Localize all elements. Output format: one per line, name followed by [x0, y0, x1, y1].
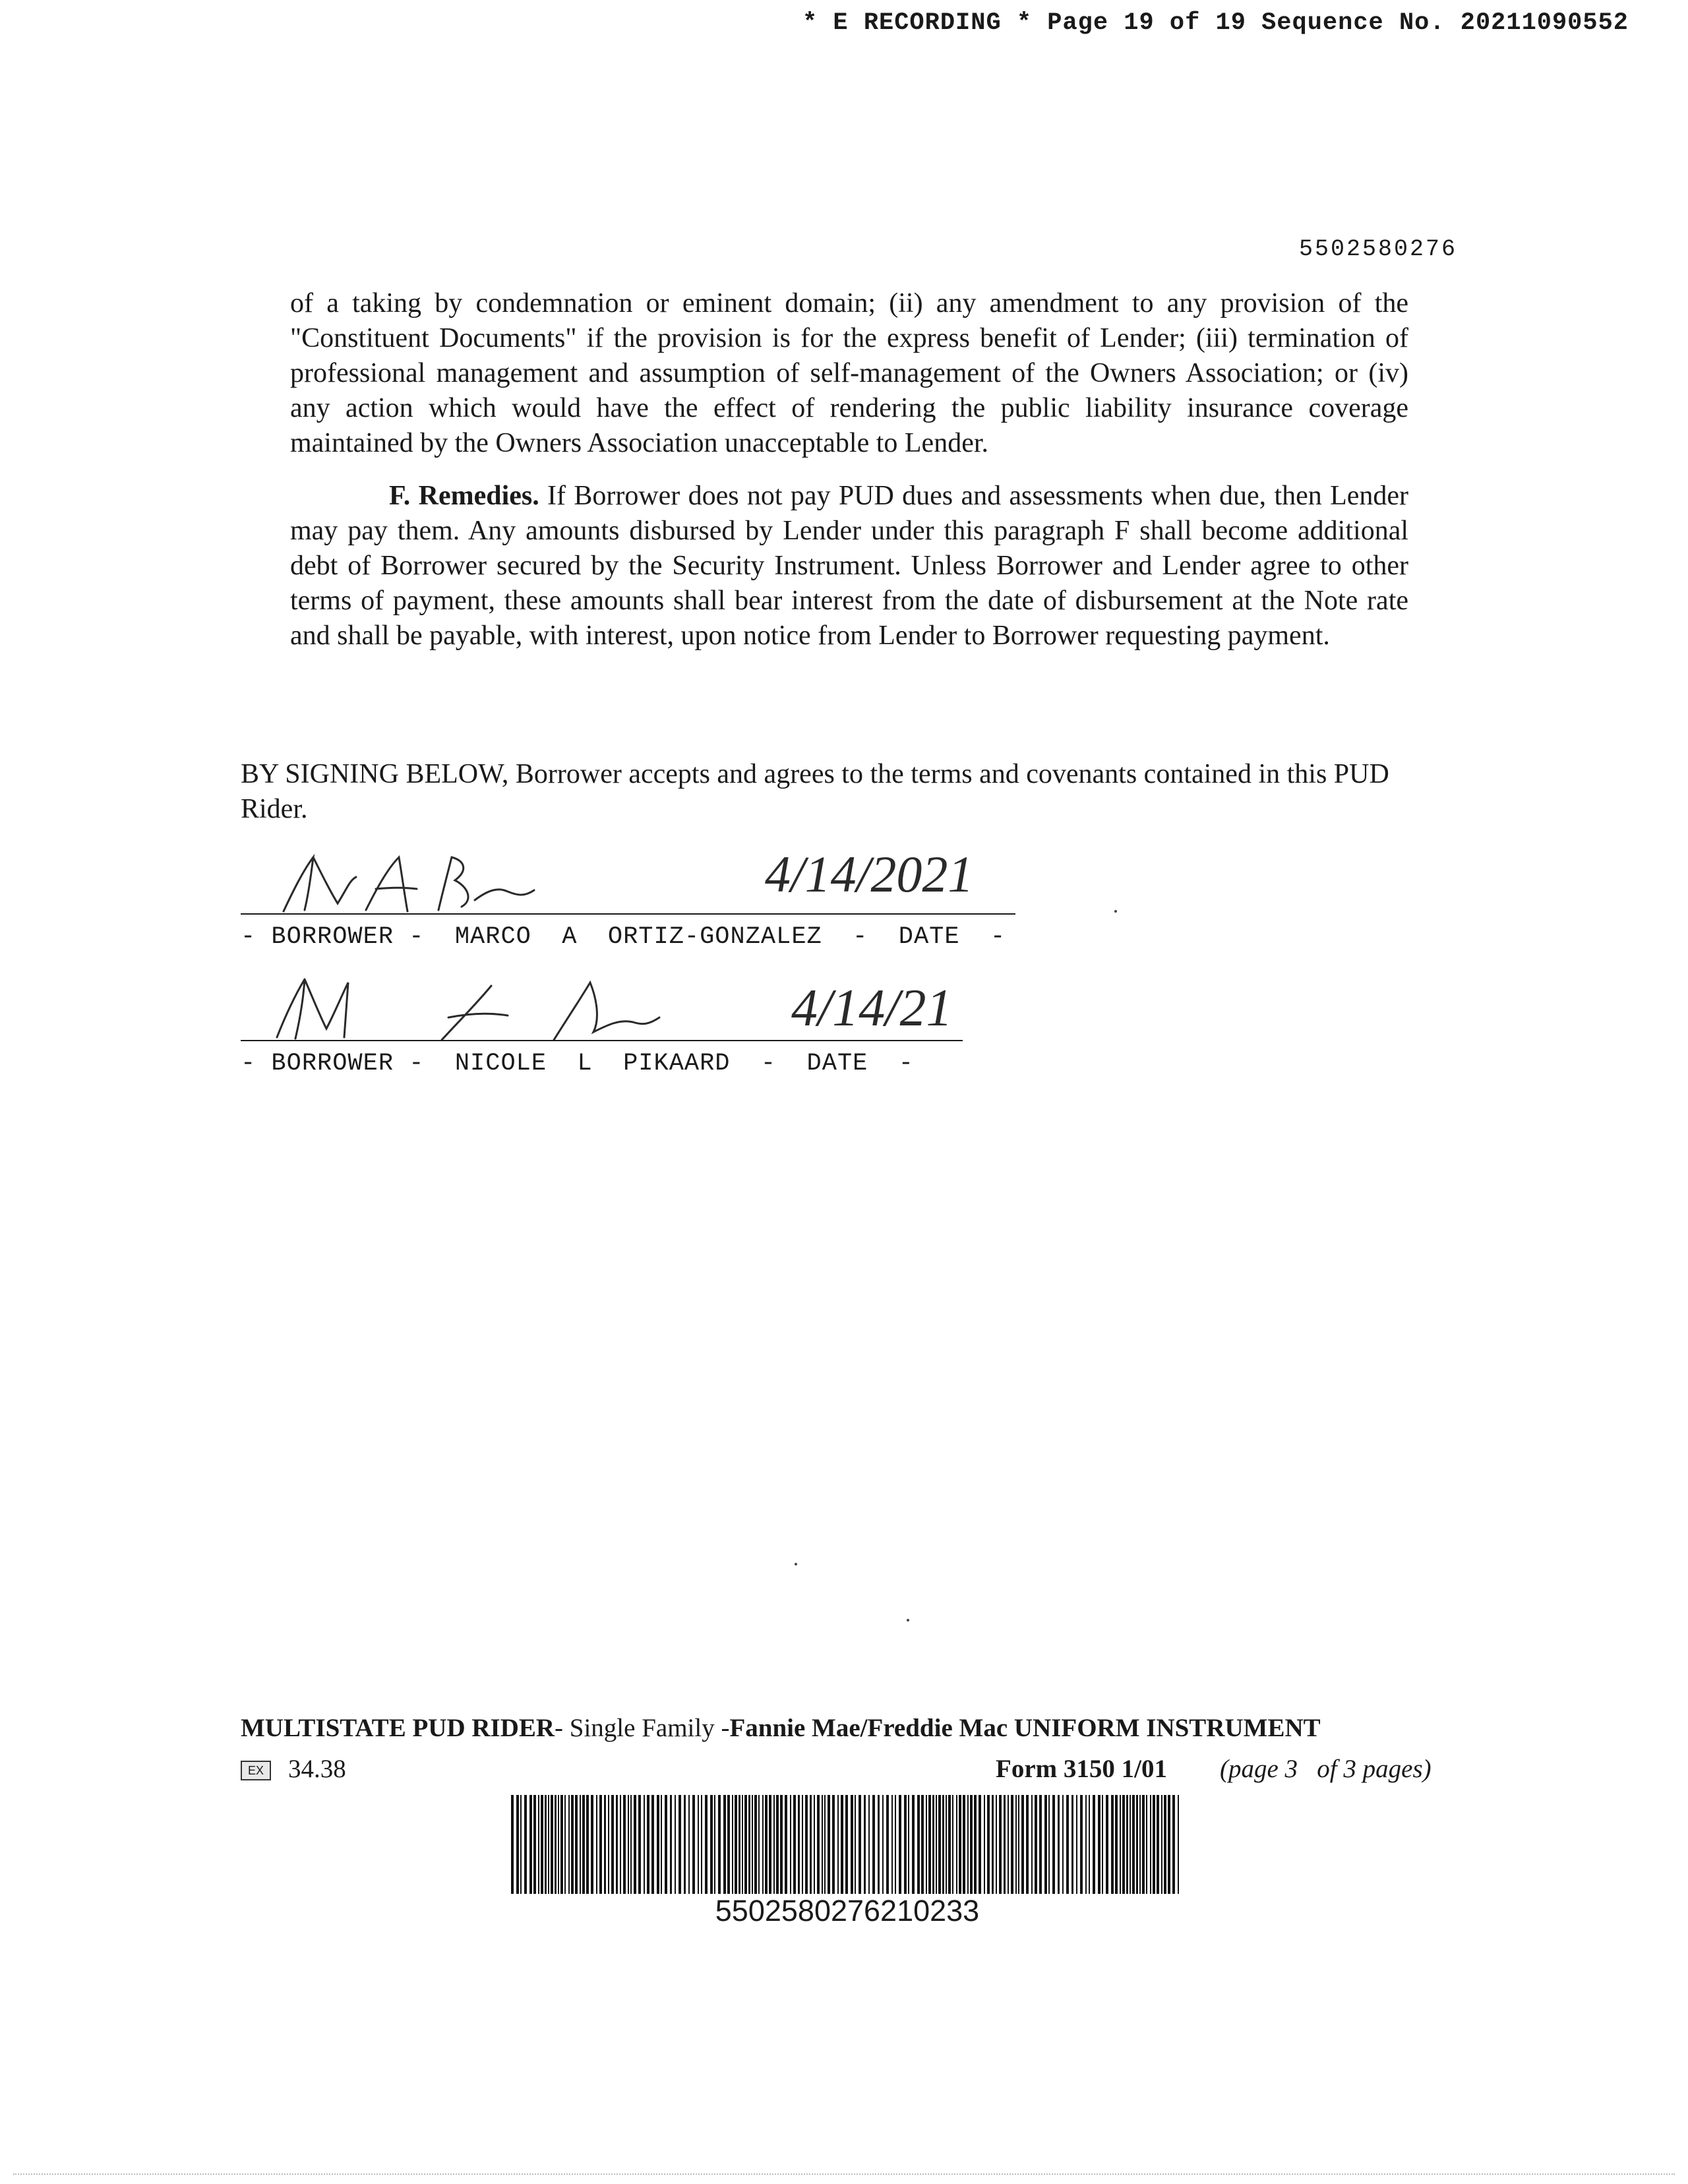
- barcode-bar: [630, 1795, 632, 1894]
- barcode-bar: [744, 1795, 747, 1894]
- barcode-bar: [1039, 1795, 1042, 1894]
- barcode-bar: [1018, 1795, 1019, 1894]
- barcode-bar: [678, 1795, 681, 1894]
- barcode-bar: [665, 1795, 667, 1894]
- barcode-bar: [872, 1795, 875, 1894]
- barcode-bar: [1178, 1795, 1179, 1894]
- form-title-main: MULTISTATE PUD RIDER: [241, 1714, 555, 1742]
- scan-speck: [1114, 910, 1117, 913]
- barcode-bar: [1115, 1795, 1118, 1894]
- borrower-1-caption: - BORROWER - MARCO A ORTIZ-GONZALEZ - DATE -: [241, 923, 1006, 951]
- barcode-bar: [516, 1795, 519, 1894]
- barcode-bar: [828, 1795, 830, 1894]
- barcode-bar: [529, 1795, 532, 1894]
- barcode-bar: [899, 1795, 901, 1894]
- barcode-bar: [1120, 1795, 1121, 1894]
- barcode-bar: [575, 1795, 578, 1894]
- barcode-bar: [904, 1795, 907, 1894]
- barcode-bar: [1122, 1795, 1125, 1894]
- barcode-bar: [1153, 1795, 1155, 1894]
- barcode-bar: [984, 1795, 985, 1894]
- barcode-bar: [754, 1795, 757, 1894]
- barcode-bar: [959, 1795, 961, 1894]
- barcode-bar: [1071, 1795, 1073, 1894]
- barcode-bar: [908, 1795, 909, 1894]
- barcode-bar: [748, 1795, 750, 1894]
- barcode-bar: [1161, 1795, 1162, 1894]
- barcode-bar: [714, 1795, 715, 1894]
- barcode-bar: [1004, 1795, 1006, 1894]
- barcode-bar: [1076, 1795, 1077, 1894]
- form-title-instrument: Fannie Mae/Freddie Mac UNIFORM INSTRUMENT: [729, 1714, 1321, 1742]
- barcode-bar: [616, 1795, 618, 1894]
- barcode-bar: [790, 1795, 791, 1894]
- barcode-bar: [555, 1795, 557, 1894]
- barcode-bar: [845, 1795, 848, 1894]
- loan-number: 5502580276: [1298, 236, 1457, 262]
- barcode-bar: [520, 1795, 522, 1894]
- barcode-bar: [917, 1795, 920, 1894]
- barcode-bar: [558, 1795, 559, 1894]
- borrower-2-caption: - BORROWER - NICOLE L PIKAARD - DATE -: [241, 1050, 914, 1077]
- barcode-bar: [604, 1795, 606, 1894]
- barcode-bar: [638, 1795, 641, 1894]
- barcode-bar: [1062, 1795, 1064, 1894]
- barcode-bar: [1058, 1795, 1060, 1894]
- barcode-bar: [596, 1795, 597, 1894]
- barcode-bar: [912, 1795, 915, 1894]
- barcode-bar: [582, 1795, 585, 1894]
- barcode-bar: [1172, 1795, 1175, 1894]
- barcode-bar: [644, 1795, 645, 1894]
- scan-edge: [13, 2173, 1675, 2175]
- barcode-bar: [670, 1795, 672, 1894]
- barcode-bar: [851, 1795, 853, 1894]
- barcode-bar: [948, 1795, 951, 1894]
- recording-header: * E RECORDING * Page 19 of 19 Sequence No. 20211090552: [802, 9, 1629, 37]
- barcode-bar: [810, 1795, 812, 1894]
- form-info-row: [241, 1754, 1461, 1787]
- barcode-bar: [568, 1795, 570, 1894]
- barcode-bar: [742, 1795, 743, 1894]
- borrower-1-handwritten-date: 4/14/2021: [765, 845, 974, 903]
- barcode-bar: [921, 1795, 924, 1894]
- barcode-bar: [710, 1795, 713, 1894]
- barcode-bar: [1136, 1795, 1138, 1894]
- barcode-bar: [591, 1795, 593, 1894]
- barcode-bar: [705, 1795, 708, 1894]
- barcode-bar: [886, 1795, 889, 1894]
- barcode-bar: [548, 1795, 549, 1894]
- barcode-bar: [936, 1795, 937, 1894]
- form-number: Form 3150 1/01: [996, 1755, 1167, 1783]
- barcode-bar: [538, 1795, 539, 1894]
- barcode-bar: [723, 1795, 726, 1894]
- barcode-bar: [661, 1795, 662, 1894]
- barcode-bar: [938, 1795, 941, 1894]
- remedies-paragraph: [290, 479, 1408, 653]
- barcode-bar: [837, 1795, 839, 1894]
- barcode-bar: [824, 1795, 826, 1894]
- barcode-bar: [963, 1795, 965, 1894]
- barcode-bar: [675, 1795, 676, 1894]
- barcode-bar: [987, 1795, 990, 1894]
- barcode-bar: [891, 1795, 893, 1894]
- barcode-bar: [1157, 1795, 1159, 1894]
- scan-speck: [795, 1563, 797, 1565]
- barcode-bar: [805, 1795, 808, 1894]
- barcode-bar: [1008, 1795, 1009, 1894]
- barcode-bar: [822, 1795, 823, 1894]
- barcode-bar: [1150, 1795, 1151, 1894]
- barcode-bar: [785, 1795, 787, 1894]
- barcode-bar: [765, 1795, 768, 1894]
- barcode-bar: [1066, 1795, 1069, 1894]
- barcode-bar: [651, 1795, 654, 1894]
- barcode: [511, 1795, 1184, 1894]
- barcode-bar: [1102, 1795, 1103, 1894]
- barcode-bar: [1098, 1795, 1100, 1894]
- barcode-bar: [1164, 1795, 1166, 1894]
- form-title: [241, 1713, 1461, 1743]
- remedies-text: If Borrower does not pay PUD dues and assessments when due, then Lender may pay them. Any amounts disbursed by Lender under this paragraph F shall become additional debt of Borrower secured by the Security Instrument. Unless Borrower and Lender agree to other terms of payment, these amounts shall bear interest from the date of disbursement at the Note rate and shall be payable, with interest, upon notice from Lender to Borrower requesting payment.: [290, 481, 1408, 651]
- barcode-bar: [999, 1795, 1002, 1894]
- barcode-bar: [776, 1795, 779, 1894]
- barcode-bar: [970, 1795, 973, 1894]
- barcode-bar: [974, 1795, 977, 1894]
- barcode-bar: [859, 1795, 861, 1894]
- barcode-bar: [952, 1795, 953, 1894]
- barcode-number: 5502580276210233: [715, 1894, 980, 1927]
- barcode-bar: [684, 1795, 686, 1894]
- barcode-bar: [533, 1795, 536, 1894]
- barcode-bar: [1093, 1795, 1095, 1894]
- barcode-bar: [928, 1795, 931, 1894]
- barcode-bar: [698, 1795, 699, 1894]
- barcode-bar: [611, 1795, 614, 1894]
- barcode-bar: [1044, 1795, 1047, 1894]
- signature-line: [241, 1040, 963, 1041]
- barcode-bar: [773, 1795, 775, 1894]
- barcode-bar: [541, 1795, 543, 1894]
- barcode-bar: [1011, 1795, 1013, 1894]
- barcode-bar: [798, 1795, 800, 1894]
- barcode-bar: [1052, 1795, 1055, 1894]
- barcode-bar: [895, 1795, 896, 1894]
- barcode-bar: [735, 1795, 737, 1894]
- barcode-bar: [1021, 1795, 1024, 1894]
- barcode-bar: [524, 1795, 527, 1894]
- barcode-bar: [1111, 1795, 1114, 1894]
- barcode-bar: [758, 1795, 760, 1894]
- barcode-bar: [878, 1795, 880, 1894]
- barcode-bar: [586, 1795, 589, 1894]
- barcode-bar: [1080, 1795, 1083, 1894]
- barcode-bar: [1015, 1795, 1017, 1894]
- barcode-bar: [996, 1795, 997, 1894]
- signing-agreement: BY SIGNING BELOW, Borrower accepts and agrees to the terms and covenants contained in this PUD Rider.: [241, 759, 1389, 824]
- barcode-bar: [841, 1795, 843, 1894]
- barcode-bar: [580, 1795, 581, 1894]
- barcode-bar: [1089, 1795, 1090, 1894]
- barcode-bar: [692, 1795, 695, 1894]
- barcode-bar: [868, 1795, 870, 1894]
- barcode-bar: [628, 1795, 629, 1894]
- barcode-bar: [1085, 1795, 1087, 1894]
- signature-line: [241, 913, 1015, 915]
- barcode-bar: [727, 1795, 730, 1894]
- borrower-1-signature: [264, 837, 1022, 917]
- body-paragraph: of a taking by condemnation or eminent domain; (ii) any amendment to any provision of the "Constituent Documents" if the provision is for the express benefit of Lender; (iii) termination of professional management and assumption of self-management of the Owners Association; or (iv) any action which would have the effect of rendering the public liability insurance coverage maintained by the Owners Association unacceptable to Lender.: [290, 288, 1408, 458]
- barcode-bar: [752, 1795, 753, 1894]
- barcode-bar: [1146, 1795, 1147, 1894]
- barcode-bar: [1142, 1795, 1145, 1894]
- scan-speck: [907, 1619, 909, 1622]
- barcode-bar: [1106, 1795, 1108, 1894]
- barcode-bar: [1132, 1795, 1135, 1894]
- barcode-bar: [967, 1795, 969, 1894]
- barcode-bar: [599, 1795, 602, 1894]
- barcode-bar: [623, 1795, 626, 1894]
- form-title-subtype: - Single Family -: [555, 1714, 730, 1742]
- barcode-bar: [647, 1795, 649, 1894]
- barcode-bar: [814, 1795, 815, 1894]
- barcode-bar: [1139, 1795, 1141, 1894]
- barcode-bar: [855, 1795, 856, 1894]
- barcode-bar: [769, 1795, 771, 1894]
- barcode-bar: [511, 1795, 514, 1894]
- barcode-bar: [832, 1795, 835, 1894]
- barcode-bar: [718, 1795, 721, 1894]
- barcode-bar: [657, 1795, 659, 1894]
- ex-logo-icon: EX: [241, 1761, 271, 1780]
- barcode-bar: [608, 1795, 609, 1894]
- barcode-bar: [1031, 1795, 1033, 1894]
- barcode-bar: [762, 1795, 764, 1894]
- barcode-bar: [701, 1795, 702, 1894]
- barcode-bar: [992, 1795, 994, 1894]
- form-version: 34.38: [288, 1755, 346, 1783]
- remedies-heading: F. Remedies.: [389, 481, 539, 511]
- barcode-bar: [564, 1795, 566, 1894]
- borrower-2-handwritten-date: 4/14/21: [791, 979, 953, 1037]
- barcode-bar: [956, 1795, 957, 1894]
- barcode-bar: [1035, 1795, 1037, 1894]
- barcode-bar: [571, 1795, 574, 1894]
- barcode-bar: [560, 1795, 563, 1894]
- barcode-bar: [634, 1795, 636, 1894]
- barcode-bar: [864, 1795, 866, 1894]
- barcode-bar: [882, 1795, 884, 1894]
- barcode-bar: [817, 1795, 820, 1894]
- barcode-bar: [1130, 1795, 1131, 1894]
- barcode-bar: [620, 1795, 621, 1894]
- borrower-2-signature: [264, 966, 1022, 1045]
- barcode-bar: [926, 1795, 927, 1894]
- barcode-bar: [946, 1795, 947, 1894]
- page-count: (page 3 of 3 pages): [1220, 1755, 1432, 1783]
- barcode-bar: [1048, 1795, 1050, 1894]
- barcode-bar: [932, 1795, 934, 1894]
- barcode-bar: [1126, 1795, 1128, 1894]
- barcode-bar: [780, 1795, 783, 1894]
- barcode-bar: [545, 1795, 547, 1894]
- barcode-bar: [732, 1795, 733, 1894]
- barcode-bar: [942, 1795, 944, 1894]
- barcode-bar: [1026, 1795, 1029, 1894]
- barcode-bar: [979, 1795, 981, 1894]
- barcode-bar: [793, 1795, 796, 1894]
- barcode-bar: [802, 1795, 803, 1894]
- barcode-bar: [738, 1795, 740, 1894]
- barcode-bar: [1168, 1795, 1170, 1894]
- barcode-bar: [551, 1795, 553, 1894]
- barcode-bar: [688, 1795, 690, 1894]
